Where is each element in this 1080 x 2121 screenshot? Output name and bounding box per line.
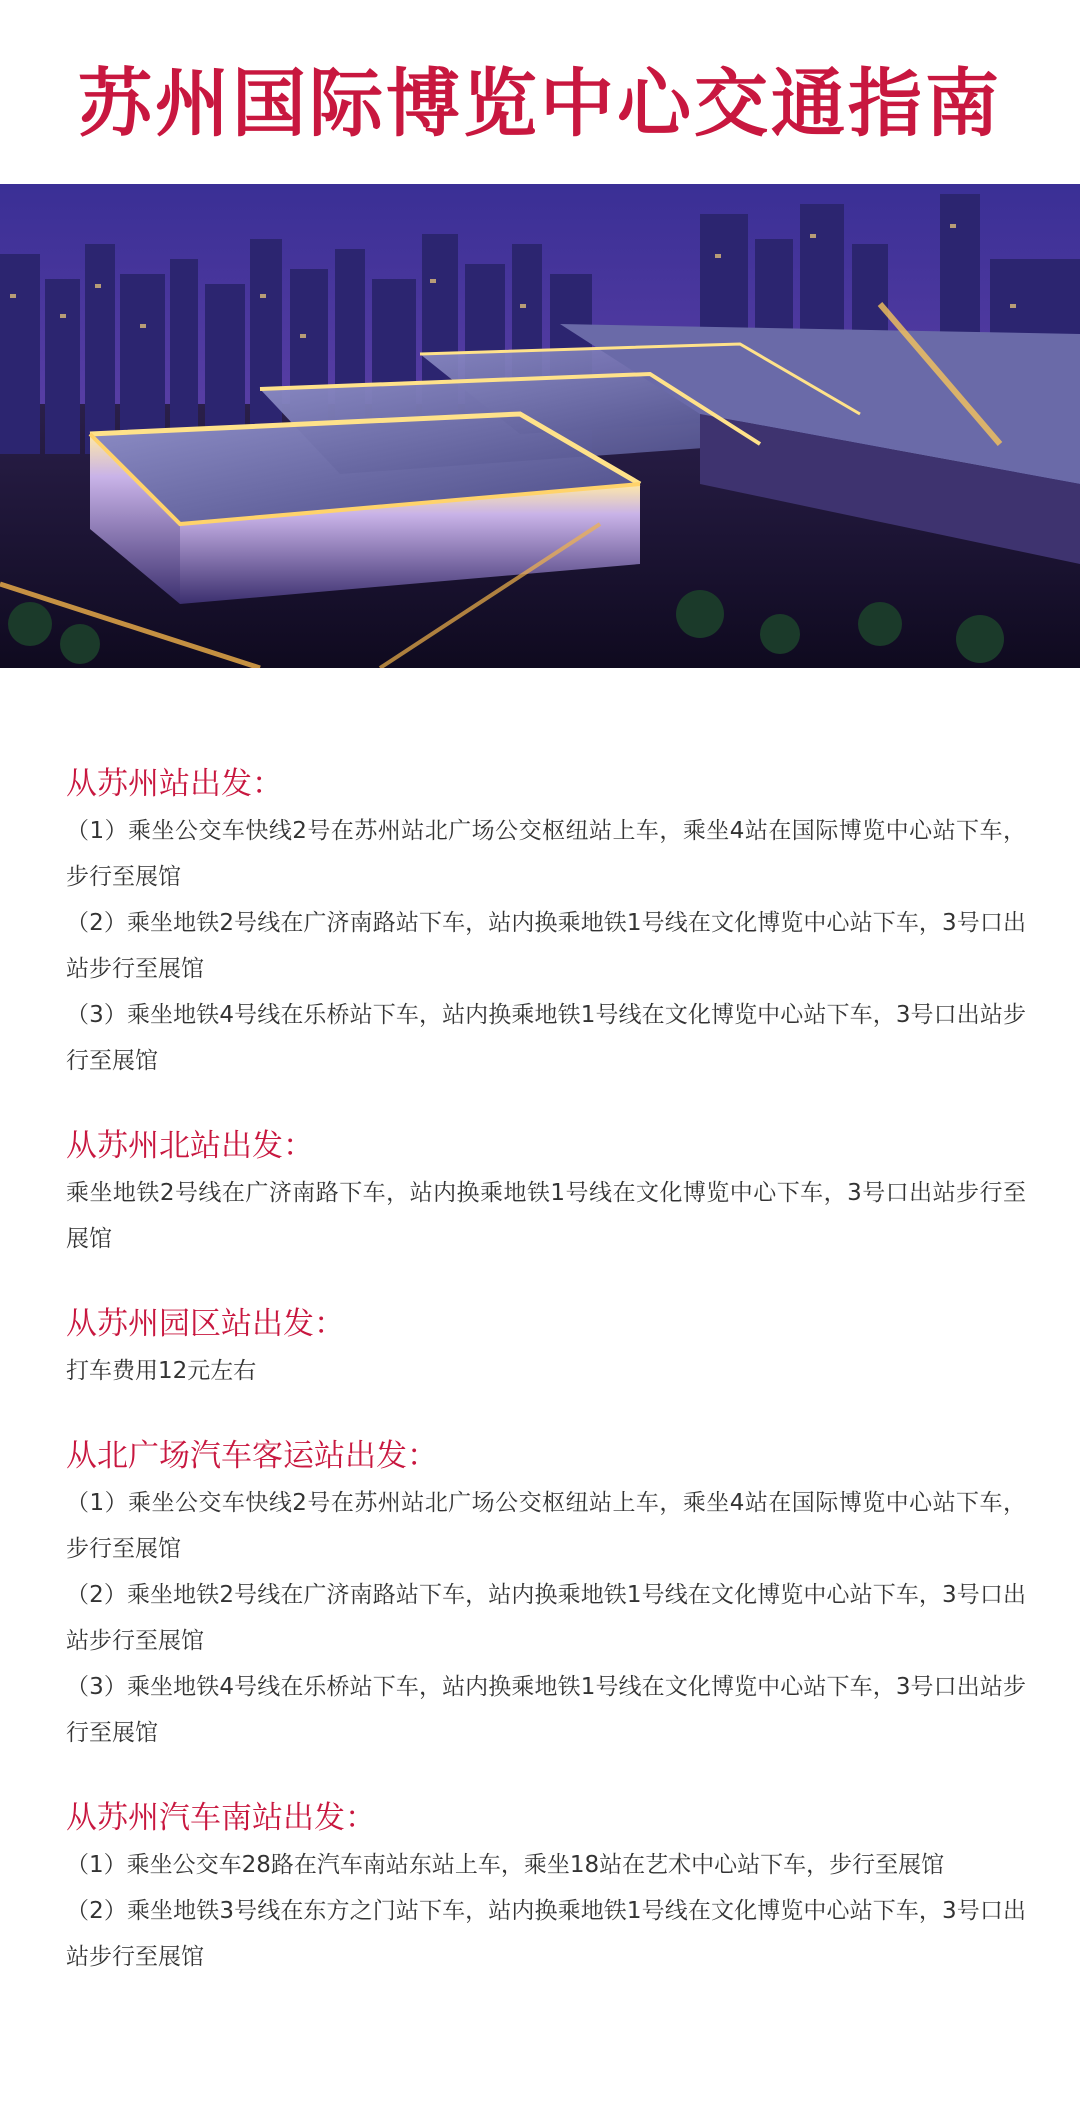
route-item: （2）乘坐地铁3号线在东方之门站下车，站内换乘地铁1号线在文化博览中心站下车，3号口出站步行至展馆 xyxy=(66,1898,1026,1970)
transport-guide xyxy=(66,762,1026,2020)
route-item: （2）乘坐地铁2号线在广济南路站下车，站内换乘地铁1号线在文化博览中心站下车，3号口出站步行至展馆 xyxy=(66,910,1026,982)
route-item: （3）乘坐地铁4号线在乐桥站下车，站内换乘地铁1号线在文化博览中心站下车，3号口出站步行至展馆 xyxy=(66,1674,1026,1746)
route-item: （3）乘坐地铁4号线在乐桥站下车，站内换乘地铁1号线在文化博览中心站下车，3号口出站步行至展馆 xyxy=(66,1002,1026,1074)
section-suzhou-industrial-park-station xyxy=(66,1302,1026,1394)
section-north-square-bus-station xyxy=(66,1434,1026,1756)
section-suzhou-south-bus-station xyxy=(66,1796,1026,1980)
section-title: 从苏州站出发： xyxy=(66,766,283,802)
route-item: （1）乘坐公交车快线2号在苏州站北广场公交枢纽站上车，乘坐4站在国际博览中心站下车，步行至展馆 xyxy=(66,1490,1026,1562)
route-item: 乘坐地铁2号线在广济南路下车，站内换乘地铁1号线在文化博览中心下车，3号口出站步行至展馆 xyxy=(66,1180,1026,1252)
page-title: 苏州国际博览中心交通指南 xyxy=(78,61,1002,147)
route-item: 打车费用12元左右 xyxy=(66,1358,257,1384)
section-title: 从苏州北站出发： xyxy=(66,1128,314,1164)
section-suzhou-station xyxy=(66,762,1026,1084)
route-item: （1）乘坐公交车快线2号在苏州站北广场公交枢纽站上车，乘坐4站在国际博览中心站下车，步行至展馆 xyxy=(66,818,1026,890)
hero-image xyxy=(0,184,1080,668)
route-item: （2）乘坐地铁2号线在广济南路站下车，站内换乘地铁1号线在文化博览中心站下车，3号口出站步行至展馆 xyxy=(66,1582,1026,1654)
route-item: （1）乘坐公交车28路在汽车南站东站上车，乘坐18站在艺术中心站下车，步行至展馆 xyxy=(66,1852,945,1878)
section-title: 从苏州汽车南站出发： xyxy=(66,1800,376,1836)
section-title: 从北广场汽车客运站出发： xyxy=(66,1438,438,1474)
section-suzhou-north-station xyxy=(66,1124,1026,1262)
section-title: 从苏州园区站出发： xyxy=(66,1306,345,1342)
